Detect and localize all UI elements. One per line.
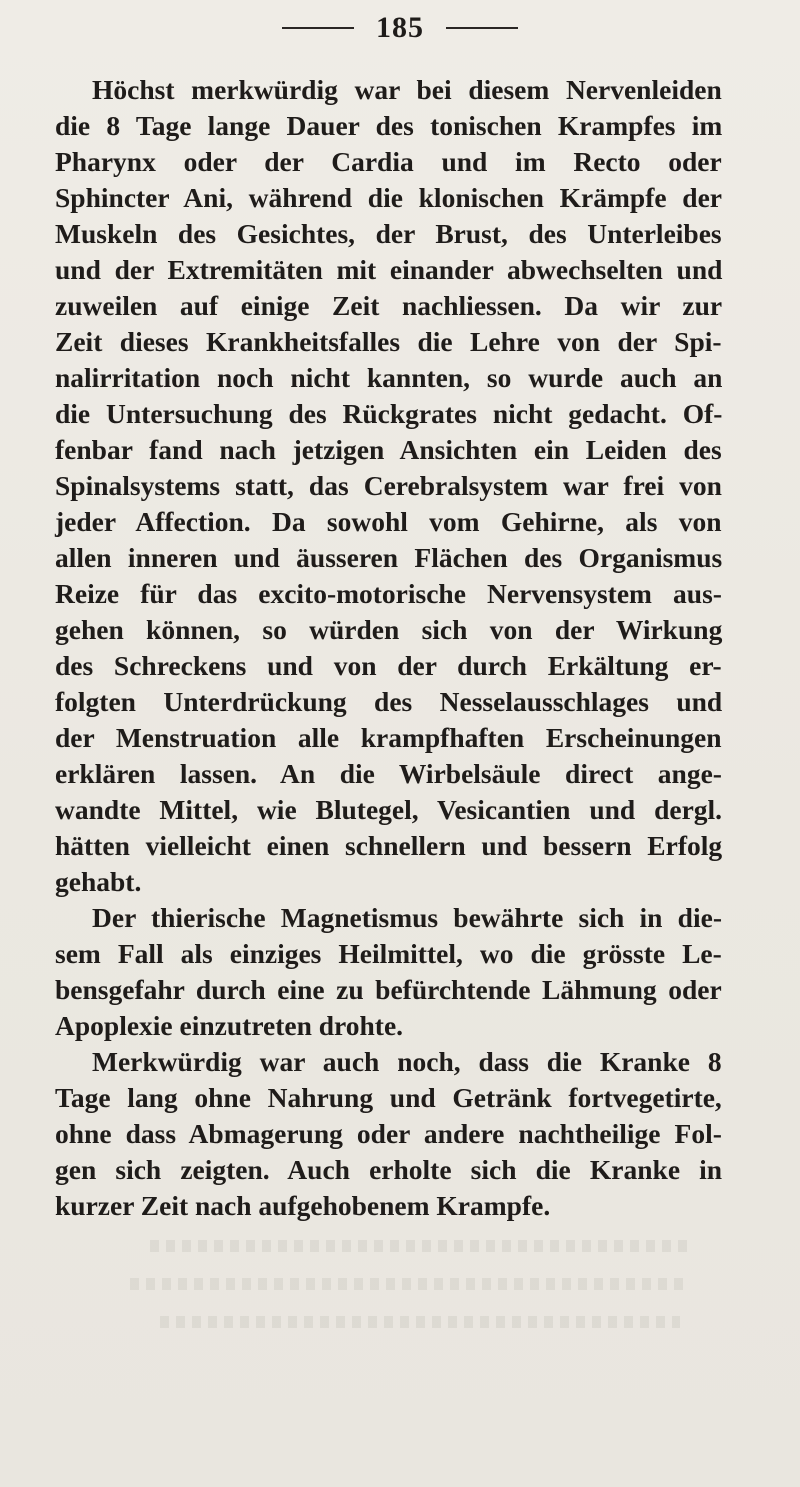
page-number: 185 <box>376 11 424 44</box>
text-line: Sphincter Ani, während die klonischen Krämpfe der <box>55 182 722 213</box>
header-rule-left <box>282 27 354 29</box>
page-header <box>0 8 800 48</box>
text-line: des Schreckens und von der durch Erkältung er- <box>55 650 722 681</box>
text-line: Apoplexie einzutreten drohte. <box>55 1010 404 1041</box>
text-line: erklären lassen. An die Wirbelsäule direct ange- <box>55 758 722 789</box>
text-line: die Untersuchung des Rückgrates nicht gedacht. Of- <box>55 398 723 429</box>
text-line: der Menstruation alle krampfhaften Erscheinungen <box>55 722 722 753</box>
text-line: die 8 Tage lange Dauer des tonischen Krampfes im <box>55 110 723 141</box>
text-line: wandte Mittel, wie Blutegel, Vesicantien und dergl. <box>55 794 723 825</box>
text-line: bensgefahr durch eine zu befürchtende Lähmung oder <box>55 974 722 1005</box>
text-line: Zeit dieses Krankheitsfalles die Lehre von der Spi- <box>55 326 722 357</box>
text-line: folgten Unterdrückung des Nesselausschlages und <box>55 686 723 717</box>
text-line: jeder Affection. Da sowohl vom Gehirne, als von <box>55 506 722 537</box>
text-line: Höchst merkwürdig war bei diesem Nervenleiden <box>92 74 722 105</box>
text-line: Merkwürdig war auch noch, dass die Kranke 8 <box>92 1046 722 1077</box>
header-rule-right <box>446 27 518 29</box>
text-line: Der thierische Magnetismus bewährte sich in die- <box>92 902 722 933</box>
text-line: und der Extremitäten mit einander abwechselten und <box>55 254 723 285</box>
text-line: gehabt. <box>55 866 142 897</box>
show-through-shadow <box>160 1316 680 1328</box>
text-line: Muskeln des Gesichtes, der Brust, des Unterleibes <box>55 218 722 249</box>
text-line: Spinalsystems statt, das Cerebralsystem war frei von <box>55 470 722 501</box>
text-line: Pharynx oder der Cardia und im Recto oder <box>55 146 722 177</box>
text-line: gen sich zeigten. Auch erholte sich die Kranke in <box>55 1154 723 1185</box>
text-line: Tage lang ohne Nahrung und Getränk fortvegetirte, <box>55 1082 722 1113</box>
text-line: fenbar fand nach jetzigen Ansichten ein Leiden des <box>55 434 722 465</box>
text-line: nalirritation noch nicht kannten, so wurde auch an <box>55 362 723 393</box>
text-line: sem Fall als einziges Heilmittel, wo die grösste Le- <box>55 938 722 969</box>
text-line: ohne dass Abmagerung oder andere nachtheilige Fol- <box>55 1118 722 1149</box>
text-line: kurzer Zeit nach aufgehobenem Krampfe. <box>55 1190 551 1221</box>
text-line: Reize für das excito-motorische Nervensystem aus- <box>55 578 722 609</box>
text-line: gehen können, so würden sich von der Wirkung <box>55 614 723 645</box>
text-line: zuweilen auf einige Zeit nachliessen. Da wir zur <box>55 290 723 321</box>
show-through-shadow <box>130 1278 690 1290</box>
text-line: allen inneren und äusseren Flächen des Organismus <box>55 542 723 573</box>
text-line: hätten vielleicht einen schnellern und bessern Erfolg <box>55 830 723 861</box>
show-through-shadow <box>150 1240 690 1252</box>
